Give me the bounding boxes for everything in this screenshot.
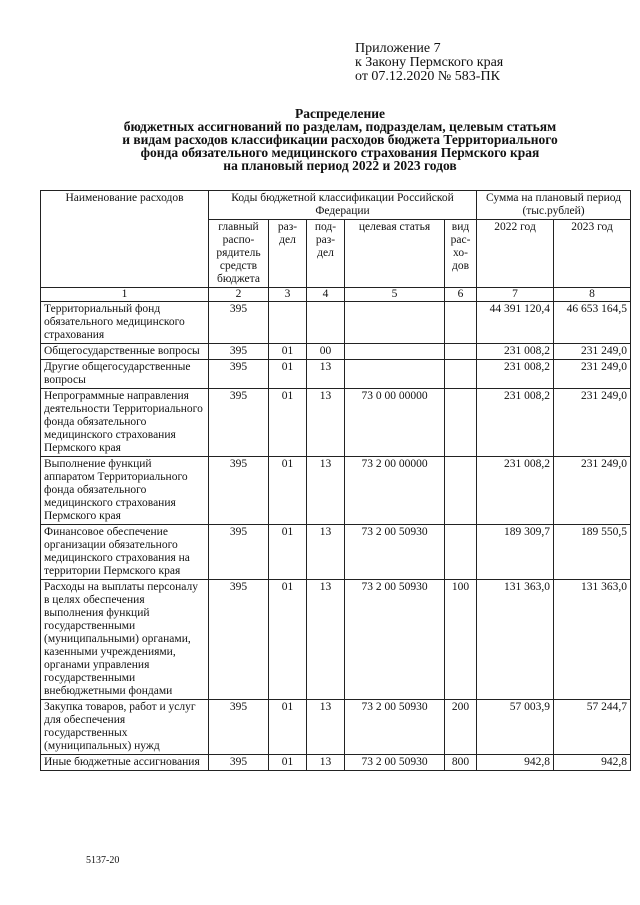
row-2023: 46 653 164,5 xyxy=(554,302,631,344)
column-number: 4 xyxy=(307,288,345,302)
appendix-line: от 07.12.2020 № 583-ПК xyxy=(355,69,500,84)
document-title xyxy=(60,107,620,172)
row-name: Общегосударственные вопросы xyxy=(41,344,209,360)
table-row xyxy=(41,344,631,360)
row-podrazdel: 13 xyxy=(307,525,345,580)
row-name: Финансовое обеспечение организации обязательного медицинского страхования на территории Пермского края xyxy=(41,525,209,580)
row-2022: 44 391 120,4 xyxy=(477,302,554,344)
appendix-line: Приложение 7 xyxy=(355,41,441,56)
table-row xyxy=(41,755,631,771)
row-2022: 231 008,2 xyxy=(477,389,554,457)
row-name: Непрограммные направления деятельности Территориального фонда обязательного медицинского страхования Пермского края xyxy=(41,389,209,457)
row-2022: 189 309,7 xyxy=(477,525,554,580)
row-target: 73 2 00 50930 xyxy=(345,755,445,771)
row-vid: 800 xyxy=(445,755,477,771)
column-number: 5 xyxy=(345,288,445,302)
row-razdel: 01 xyxy=(269,389,307,457)
header-sum: Сумма на плановый период (тыс.рублей) xyxy=(477,191,631,220)
row-name: Выполнение функций аппаратом Территориального фонда обязательного медицинского страхования Пермского края xyxy=(41,457,209,525)
row-2022: 231 008,2 xyxy=(477,457,554,525)
column-number: 2 xyxy=(209,288,269,302)
row-2022: 57 003,9 xyxy=(477,700,554,755)
row-name: Другие общегосударственные вопросы xyxy=(41,360,209,389)
row-name: Расходы на выплаты персоналу в целях обеспечения выполнения функций государственными (муниципальными) органами, казенными учреждениями, органами управления государственными внебюджетными фондами xyxy=(41,580,209,700)
row-podrazdel: 13 xyxy=(307,360,345,389)
row-gr: 395 xyxy=(209,344,269,360)
row-2023: 231 249,0 xyxy=(554,457,631,525)
row-target: 73 2 00 50930 xyxy=(345,700,445,755)
row-gr: 395 xyxy=(209,525,269,580)
row-vid: 100 xyxy=(445,580,477,700)
row-target: 73 2 00 50930 xyxy=(345,580,445,700)
row-target xyxy=(345,360,445,389)
row-razdel: 01 xyxy=(269,344,307,360)
column-number: 6 xyxy=(445,288,477,302)
title-line: фонда обязательного медицинского страхования Пермского края xyxy=(140,145,540,160)
row-vid xyxy=(445,389,477,457)
column-numbering-row xyxy=(41,288,631,302)
row-name: Иные бюджетные ассигнования xyxy=(41,755,209,771)
row-gr: 395 xyxy=(209,580,269,700)
column-number: 8 xyxy=(554,288,631,302)
header-2022: 2022 год xyxy=(477,220,554,288)
row-podrazdel: 13 xyxy=(307,580,345,700)
header-name: Наименование расходов xyxy=(41,191,209,288)
header-podrazdel: под-раз-дел xyxy=(307,220,345,288)
table-row xyxy=(41,360,631,389)
row-vid xyxy=(445,360,477,389)
row-target: 73 2 00 00000 xyxy=(345,457,445,525)
table-row xyxy=(41,457,631,525)
row-gr: 395 xyxy=(209,457,269,525)
row-2022: 131 363,0 xyxy=(477,580,554,700)
row-target xyxy=(345,302,445,344)
row-razdel: 01 xyxy=(269,525,307,580)
row-2023: 57 244,7 xyxy=(554,700,631,755)
row-razdel: 01 xyxy=(269,457,307,525)
row-razdel: 01 xyxy=(269,580,307,700)
row-podrazdel: 00 xyxy=(307,344,345,360)
row-2022: 942,8 xyxy=(477,755,554,771)
row-2023: 189 550,5 xyxy=(554,525,631,580)
title-line: на плановый период 2022 и 2023 годов xyxy=(223,158,457,173)
row-podrazdel: 13 xyxy=(307,457,345,525)
row-vid: 200 xyxy=(445,700,477,755)
header-gr: главный распо-рядитель средств бюджета xyxy=(209,220,269,288)
row-vid xyxy=(445,344,477,360)
column-number: 3 xyxy=(269,288,307,302)
row-target: 73 2 00 50930 xyxy=(345,525,445,580)
row-name: Закупка товаров, работ и услуг для обеспечения государственных (муниципальных) нужд xyxy=(41,700,209,755)
header-razdel: раз-дел xyxy=(269,220,307,288)
header-2023: 2023 год xyxy=(554,220,631,288)
title-line: бюджетных ассигнований по разделам, подразделам, целевым статьям xyxy=(123,119,557,134)
row-gr: 395 xyxy=(209,700,269,755)
row-2023: 231 249,0 xyxy=(554,344,631,360)
title-line: Распределение xyxy=(294,106,386,121)
appendix-line: к Закону Пермского края xyxy=(355,55,504,70)
row-2022: 231 008,2 xyxy=(477,344,554,360)
row-gr: 395 xyxy=(209,389,269,457)
row-2023: 942,8 xyxy=(554,755,631,771)
row-target: 73 0 00 00000 xyxy=(345,389,445,457)
column-number: 7 xyxy=(477,288,554,302)
table-row xyxy=(41,700,631,755)
row-razdel: 01 xyxy=(269,755,307,771)
appendix-block xyxy=(355,42,503,84)
row-podrazdel: 13 xyxy=(307,700,345,755)
row-razdel: 01 xyxy=(269,700,307,755)
row-2023: 231 249,0 xyxy=(554,360,631,389)
row-gr: 395 xyxy=(209,755,269,771)
table-row xyxy=(41,580,631,700)
row-podrazdel xyxy=(307,302,345,344)
title-line: и видам расходов классификации расходов бюджета Территориального xyxy=(122,132,558,147)
row-podrazdel: 13 xyxy=(307,755,345,771)
row-gr: 395 xyxy=(209,360,269,389)
header-vid: вид рас-хо-дов xyxy=(445,220,477,288)
row-vid xyxy=(445,457,477,525)
header-codes: Коды бюджетной классификации Российской Федерации xyxy=(209,191,477,220)
header-target: целевая статья xyxy=(345,220,445,288)
row-gr: 395 xyxy=(209,302,269,344)
row-2023: 131 363,0 xyxy=(554,580,631,700)
row-razdel: 01 xyxy=(269,360,307,389)
row-name: Территориальный фонд обязательного медицинского страхования xyxy=(41,302,209,344)
budget-table xyxy=(40,190,631,771)
row-2022: 231 008,2 xyxy=(477,360,554,389)
table-row xyxy=(41,389,631,457)
table-row xyxy=(41,302,631,344)
row-target xyxy=(345,344,445,360)
row-podrazdel: 13 xyxy=(307,389,345,457)
column-number: 1 xyxy=(41,288,209,302)
row-vid xyxy=(445,302,477,344)
table-row xyxy=(41,525,631,580)
document-code: 5137-20 xyxy=(86,855,120,866)
row-vid xyxy=(445,525,477,580)
row-razdel xyxy=(269,302,307,344)
row-2023: 231 249,0 xyxy=(554,389,631,457)
